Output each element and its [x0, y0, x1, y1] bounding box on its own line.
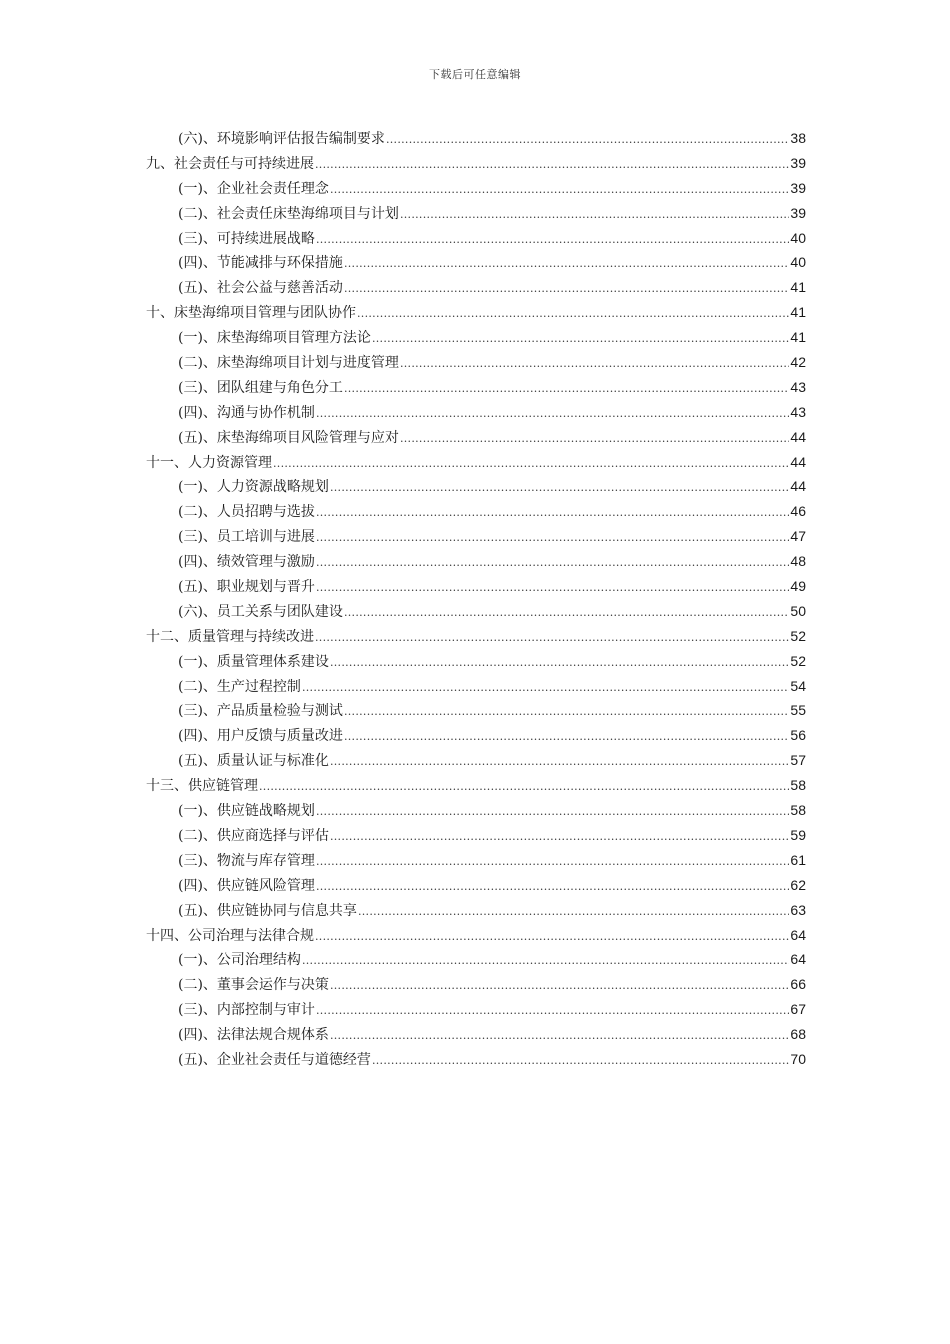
toc-section-entry[interactable] [146, 649, 806, 674]
toc-dot-leader [330, 476, 789, 501]
toc-section-entry[interactable] [146, 375, 806, 400]
toc-section-entry[interactable] [146, 698, 806, 723]
toc-section-entry[interactable] [146, 848, 806, 873]
toc-section-entry[interactable] [146, 748, 806, 773]
toc-entry-page-number: 63 [790, 901, 806, 918]
toc-entry-page-number: 40 [790, 229, 806, 246]
toc-entry-page-number: 49 [790, 578, 806, 595]
toc-entry-title: 十一、人力资源管理 [146, 454, 272, 471]
toc-section-entry[interactable] [146, 723, 806, 748]
toc-dot-leader [316, 501, 789, 526]
toc-entry-title: (一)、企业社会责任理念 [178, 180, 329, 197]
toc-dot-leader [358, 900, 789, 925]
toc-entry-title: (三)、内部控制与审计 [178, 1002, 315, 1019]
toc-entry-page-number: 66 [790, 976, 806, 993]
toc-dot-leader [344, 700, 789, 725]
toc-dot-leader [330, 825, 789, 850]
toc-dot-leader [400, 352, 789, 377]
toc-entry-page-number: 48 [790, 553, 806, 570]
page-header: 下载后可任意编辑 [429, 68, 521, 81]
toc-dot-leader [386, 128, 789, 153]
toc-dot-leader [302, 676, 789, 701]
toc-dot-leader [372, 1049, 789, 1074]
toc-entry-title: (五)、职业规划与晋升 [178, 579, 315, 596]
toc-section-entry[interactable] [146, 524, 806, 549]
toc-entry-title: (四)、沟通与协作机制 [178, 404, 315, 421]
toc-entry-page-number: 64 [790, 926, 806, 943]
toc-entry-page-number: 55 [790, 702, 806, 719]
toc-dot-leader [315, 626, 789, 651]
table-of-contents [146, 126, 806, 1072]
toc-entry-title: (三)、产品质量检验与测试 [178, 703, 343, 720]
toc-dot-leader [316, 800, 789, 825]
toc-section-entry[interactable] [146, 126, 806, 151]
toc-dot-leader [330, 1024, 789, 1049]
toc-section-entry[interactable] [146, 250, 806, 275]
toc-section-entry[interactable] [146, 275, 806, 300]
toc-entry-page-number: 39 [790, 154, 806, 171]
toc-entry-page-number: 57 [790, 752, 806, 769]
toc-chapter-entry[interactable] [146, 151, 806, 176]
toc-entry-page-number: 43 [790, 403, 806, 420]
toc-dot-leader [344, 601, 789, 626]
toc-dot-leader [273, 452, 789, 477]
toc-entry-title: 十、床垫海绵项目管理与团队协作 [146, 305, 356, 322]
toc-entry-page-number: 58 [790, 777, 806, 794]
toc-section-entry[interactable] [146, 499, 806, 524]
toc-entry-page-number: 64 [790, 951, 806, 968]
toc-entry-title: 九、社会责任与可持续进展 [146, 155, 314, 172]
toc-section-entry[interactable] [146, 549, 806, 574]
toc-entry-title: (五)、社会公益与慈善活动 [178, 280, 343, 297]
toc-section-entry[interactable] [146, 350, 806, 375]
toc-entry-title: (五)、质量认证与标准化 [178, 753, 329, 770]
toc-section-entry[interactable] [146, 873, 806, 898]
toc-entry-title: (五)、供应链协同与信息共享 [178, 902, 357, 919]
toc-entry-page-number: 59 [790, 826, 806, 843]
toc-entry-title: 十四、公司治理与法律合规 [146, 927, 314, 944]
toc-entry-title: 十三、供应链管理 [146, 778, 258, 795]
toc-chapter-entry[interactable] [146, 450, 806, 475]
toc-section-entry[interactable] [146, 1022, 806, 1047]
toc-entry-title: (一)、人力资源战略规划 [178, 479, 329, 496]
toc-dot-leader [330, 974, 789, 999]
toc-section-entry[interactable] [146, 972, 806, 997]
toc-dot-leader [316, 402, 789, 427]
toc-dot-leader [316, 999, 789, 1024]
toc-dot-leader [315, 925, 789, 950]
toc-entry-title: (六)、环境影响评估报告编制要求 [178, 131, 385, 147]
toc-entry-title: (三)、员工培训与进展 [178, 529, 315, 546]
toc-section-entry[interactable] [146, 201, 806, 226]
toc-dot-leader [372, 327, 789, 352]
toc-chapter-entry[interactable] [146, 773, 806, 798]
toc-dot-leader [400, 203, 789, 228]
toc-entry-page-number: 43 [790, 378, 806, 395]
toc-dot-leader [330, 178, 789, 203]
toc-entry-page-number: 41 [790, 329, 806, 346]
toc-entry-title: (一)、公司治理结构 [178, 952, 301, 969]
toc-dot-leader [259, 775, 789, 800]
toc-entry-page-number: 44 [790, 478, 806, 495]
toc-entry-page-number: 47 [790, 528, 806, 545]
toc-section-entry[interactable] [146, 176, 806, 201]
toc-entry-page-number: 52 [790, 627, 806, 644]
toc-entry-title: (五)、企业社会责任与道德经营 [178, 1051, 371, 1068]
toc-dot-leader [316, 228, 789, 253]
toc-dot-leader [357, 302, 789, 327]
toc-entry-title: (三)、物流与库存管理 [178, 852, 315, 869]
toc-entry-title: (四)、用户反馈与质量改进 [178, 728, 343, 745]
toc-section-entry[interactable] [146, 997, 806, 1022]
toc-section-entry[interactable] [146, 325, 806, 350]
toc-dot-leader [302, 949, 789, 974]
toc-entry-title: (三)、团队组建与角色分工 [178, 379, 343, 396]
toc-entry-title: (二)、生产过程控制 [178, 678, 301, 695]
toc-section-entry[interactable] [146, 226, 806, 251]
toc-entry-title: (二)、董事会运作与决策 [178, 977, 329, 994]
toc-section-entry[interactable] [146, 823, 806, 848]
toc-dot-leader [344, 277, 789, 302]
toc-dot-leader [316, 576, 789, 601]
toc-dot-leader [330, 651, 789, 676]
toc-entry-page-number: 67 [790, 1001, 806, 1018]
toc-entry-title: (六)、员工关系与团队建设 [178, 603, 343, 620]
toc-chapter-entry[interactable] [146, 300, 806, 325]
toc-chapter-entry[interactable] [146, 923, 806, 948]
toc-section-entry[interactable] [146, 947, 806, 972]
toc-entry-title: (二)、床垫海绵项目计划与进度管理 [178, 355, 399, 372]
toc-section-entry[interactable] [146, 898, 806, 923]
toc-entry-page-number: 40 [790, 254, 806, 271]
toc-entry-page-number: 41 [790, 304, 806, 321]
toc-entry-page-number: 50 [790, 602, 806, 619]
toc-entry-page-number: 54 [790, 677, 806, 694]
toc-entry-title: (一)、床垫海绵项目管理方法论 [178, 330, 371, 347]
toc-entry-page-number: 41 [790, 279, 806, 296]
toc-section-entry[interactable] [146, 599, 806, 624]
toc-entry-page-number: 52 [790, 652, 806, 669]
toc-entry-title: 十二、质量管理与持续改进 [146, 628, 314, 645]
toc-section-entry[interactable] [146, 798, 806, 823]
toc-dot-leader [316, 526, 789, 551]
toc-entry-title: (四)、供应链风险管理 [178, 877, 315, 894]
toc-entry-page-number: 58 [790, 802, 806, 819]
toc-dot-leader [330, 750, 789, 775]
toc-dot-leader [344, 252, 789, 277]
toc-entry-page-number: 56 [790, 727, 806, 744]
toc-entry-page-number: 68 [790, 1026, 806, 1043]
toc-entry-page-number: 62 [790, 876, 806, 893]
toc-entry-page-number: 46 [790, 503, 806, 520]
toc-dot-leader [316, 850, 789, 875]
toc-dot-leader [316, 875, 789, 900]
toc-dot-leader [400, 427, 789, 452]
toc-entry-title: (四)、绩效管理与激励 [178, 554, 315, 571]
toc-entry-title: (二)、人员招聘与选拔 [178, 504, 315, 521]
toc-dot-leader [315, 153, 789, 178]
toc-section-entry[interactable] [146, 574, 806, 599]
toc-entry-page-number: 38 [790, 130, 806, 146]
toc-entry-page-number: 44 [790, 453, 806, 470]
toc-entry-title: (三)、可持续进展战略 [178, 230, 315, 247]
toc-section-entry[interactable] [146, 400, 806, 425]
toc-section-entry[interactable] [146, 674, 806, 699]
toc-entry-title: (一)、供应链战略规划 [178, 803, 315, 820]
toc-entry-page-number: 44 [790, 428, 806, 445]
toc-entry-page-number: 70 [790, 1050, 806, 1067]
toc-chapter-entry[interactable] [146, 624, 806, 649]
toc-entry-title: (二)、社会责任床垫海绵项目与计划 [178, 205, 399, 222]
toc-section-entry[interactable] [146, 474, 806, 499]
toc-entry-page-number: 39 [790, 179, 806, 196]
toc-dot-leader [316, 551, 789, 576]
toc-entry-page-number: 39 [790, 204, 806, 221]
toc-section-entry[interactable] [146, 1047, 806, 1072]
toc-section-entry[interactable] [146, 425, 806, 450]
toc-entry-title: (五)、床垫海绵项目风险管理与应对 [178, 429, 399, 446]
toc-entry-title: (一)、质量管理体系建设 [178, 653, 329, 670]
toc-entry-title: (四)、节能减排与环保措施 [178, 255, 343, 272]
toc-entry-page-number: 42 [790, 354, 806, 371]
toc-entry-title: (四)、法律法规合规体系 [178, 1027, 329, 1044]
toc-entry-page-number: 61 [790, 851, 806, 868]
toc-dot-leader [344, 725, 789, 750]
toc-entry-title: (二)、供应商选择与评估 [178, 827, 329, 844]
toc-dot-leader [344, 377, 789, 402]
